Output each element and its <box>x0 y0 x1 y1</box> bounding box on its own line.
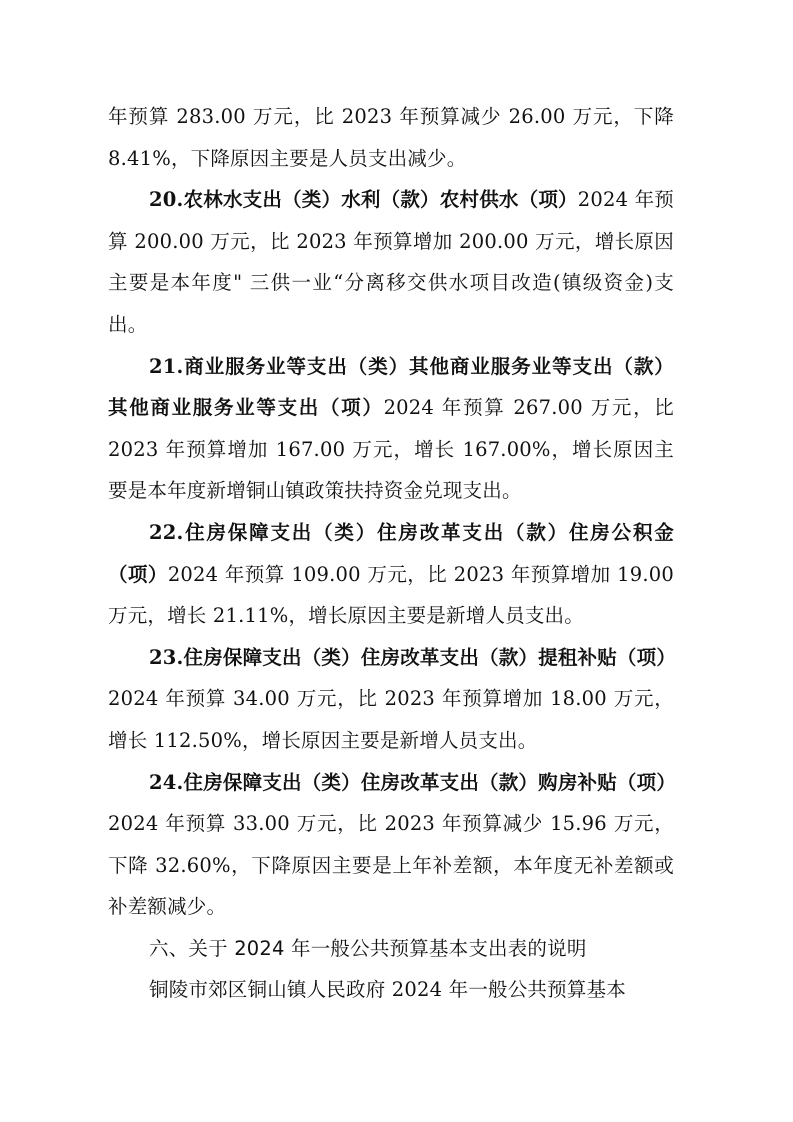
item-20-heading: 20.农林水支出（类）水利（款）农村供水（项） <box>149 188 578 212</box>
item-21-heading: 21.商业服务业等支出（类）其他商业服务业等支出（款）其他商业服务业等支出（项） <box>108 354 674 420</box>
section-intro: 铜陵市郊区铜山镇人民政府 2024 年一般公共预算基本 <box>149 978 626 1002</box>
paragraph-text: 年预算 283.00 万元，比 2023 年预算减少 26.00 万元，下降 8.41%，下降原因主要是人员支出减少。 <box>108 105 674 170</box>
item-22-text: 2024 年预算 109.00 万元，比 2023 年预算增加 19.00 万元，增长 21.11%，增长原因主要是新增人员支出。 <box>108 562 674 628</box>
item-21-text: 2024 年预算 267.00 万元，比 2023 年预算增加 167.00 万元，增长 167.00%，增长原因主要是本年度新增铜山镇政策扶持资金兑现支出。 <box>108 396 675 503</box>
item-20-paragraph <box>108 179 674 345</box>
paragraph-continuation <box>108 96 674 179</box>
item-23-text: 2024 年预算 34.00 万元，比 2023 年预算增加 18.00 万元，增长 112.50%，增长原因主要是新增人员支出。 <box>108 687 674 752</box>
item-24-heading: 24.住房保障支出（类）住房改革支出（款）购房补贴（项） <box>149 770 677 794</box>
item-23-heading: 23.住房保障支出（类）住房改革支出（款）提租补贴（项） <box>149 645 677 669</box>
item-24-paragraph <box>108 762 677 928</box>
section-title: 六、关于 2024 年一般公共预算基本支出表的说明 <box>149 936 587 960</box>
item-22-heading: 22.住房保障支出（类）住房改革支出（款）住房公积金（项） <box>108 520 674 586</box>
item-21-paragraph <box>108 346 674 512</box>
item-23-paragraph <box>108 637 677 762</box>
document-body <box>108 96 677 1011</box>
item-24-text: 2024 年预算 33.00 万元，比 2023 年预算减少 15.96 万元，下降 32.60%，下降原因主要是上年补差额，本年度无补差额或补差额减少。 <box>108 812 674 919</box>
item-20-text: 2024 年预算 200.00 万元，比 2023 年预算增加 200.00 万元，增长原因主要是本年度" 三供一业“分离移交供水项目改造(镇级资金)支出。 <box>108 188 674 336</box>
item-22-paragraph <box>108 512 674 637</box>
